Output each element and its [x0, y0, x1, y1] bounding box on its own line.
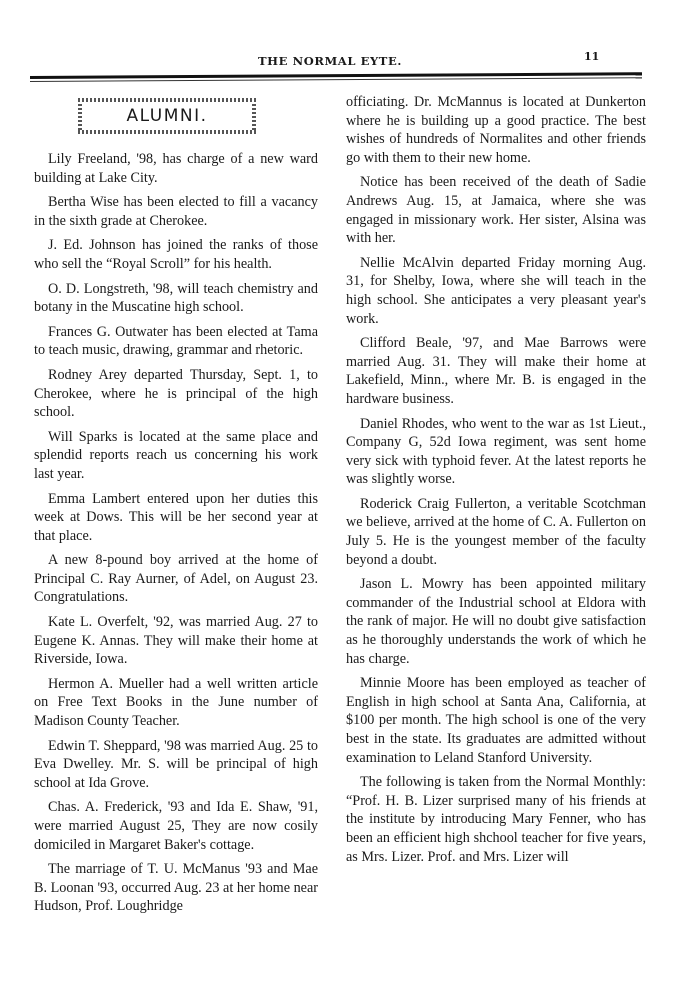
continued-paragraph: officiating. Dr. McMannus is located at Dunkerton where he is building up a good practice. The best wishes of hundreds of Normalites and other friends go with them to their new home.: [346, 94, 646, 166]
article-paragraph: Bertha Wise has been elected to fill a vacancy in the sixth grade at Cherokee.: [34, 194, 318, 229]
page-number: 11: [584, 50, 600, 63]
article-paragraph: Clifford Beale, '97, and Mae Barrows were married Aug. 31. They will make their home at Lakefield, Minn., where Mr. B. is engaged in the hardware business.: [346, 335, 646, 407]
article-paragraph: Rodney Arey departed Thursday, Sept. 1, to Cherokee, where he is principal of the high school.: [34, 366, 318, 421]
article-paragraph: J. Ed. Johnson has joined the ranks of those who sell the “Royal Scroll” for his health.: [34, 237, 318, 272]
article-paragraph: Minnie Moore has been employed as teacher of English in high school at Santa Ana, California, at $100 per month. The high school is one of the very best in the state. Its graduates are admitted without examination to Leland Stanford University.: [346, 675, 646, 766]
section-heading-inner: [83, 103, 251, 129]
article-paragraph: Chas. A. Frederick, '93 and Ida E. Shaw, '91, were married August 25, They are now cosily domiciled in Margaret Baker's cottage.: [34, 799, 318, 853]
article-paragraph: Will Sparks is located at the same place and splendid reports reach us concerning his work last year.: [34, 428, 318, 482]
article-paragraph: Jason L. Mowry has been appointed military commander of the Industrial school at Eldora with the rank of major. He will no doubt give satisfaction as he thoroughly understands the work of which he has charge.: [346, 576, 646, 667]
article-paragraph: Emma Lambert entered upon her duties this week at Dows. This will be her second year at that place.: [34, 490, 318, 544]
article-paragraph: A new 8-pound boy arrived at the home of Principal C. Ray Aurner, of Adel, on August 23. Congratulations.: [34, 552, 318, 606]
article-paragraph: Lily Freeland, '98, has charge of a new ward building at Lake City.: [34, 151, 318, 186]
article-paragraph: The following is taken from the Normal Monthly: “Prof. H. B. Lizer surprised many of his friends at the institute by introducing Mary Fenner, who has been an efficient high shchool teacher for five years, as Mrs. Lizer. Prof. and Mrs. Lizer will: [346, 774, 646, 865]
section-heading-box: [78, 98, 256, 134]
article-paragraph: Edwin T. Sheppard, '98 was married Aug. 25 to Eva Dwelley. Mr. S. will be principal of high school at Ida Grove.: [34, 737, 318, 791]
publication-title: THE NORMAL EYTE.: [258, 54, 402, 68]
article-paragraph: O. D. Longstreth, '98, will teach chemistry and botany in the Muscatine high school.: [34, 280, 318, 316]
article-paragraph: Daniel Rhodes, who went to the war as 1st Lieut., Company G, 52d Iowa regiment, was sent home very sick with typhoid fever. At the latest reports he was slightly worse.: [346, 415, 646, 488]
right-column: [346, 93, 646, 872]
article-paragraph: Kate L. Overfelt, '92, was married Aug. 27 to Eugene K. Annas. They will make their home at Riverside, Iowa.: [34, 614, 318, 668]
running-head: [0, 52, 680, 72]
article-paragraph: Hermon A. Mueller had a well written article on Free Text Books in the June number of Madison County Teacher.: [34, 675, 318, 730]
article-paragraph: The marriage of T. U. McManus '93 and Mae B. Loonan '93, occurred Aug. 23 at her home near Hudson, Prof. Loughridge: [34, 861, 318, 915]
article-paragraph: Frances G. Outwater has been elected at Tama to teach music, drawing, grammar and rhetoric.: [34, 323, 318, 359]
article-paragraph: Nellie McAlvin departed Friday morning Aug. 31, for Shelby, Iowa, where she will teach in the high school. She anticipates a very pleasant year's work.: [346, 254, 646, 327]
article-paragraph: Notice has been received of the death of Sadie Andrews Aug. 15, at Jamaica, where she was engaged in missionary work. Her sister, Alsina was with her.: [346, 174, 646, 247]
section-title: ALUMNI.: [126, 106, 208, 126]
left-column: [34, 150, 318, 922]
article-paragraph: Roderick Craig Fullerton, a veritable Scotchman we believe, arrived at the home of C. A. Fullerton on July 5. He is the youngest member of the faculty beyond a doubt.: [346, 495, 646, 568]
